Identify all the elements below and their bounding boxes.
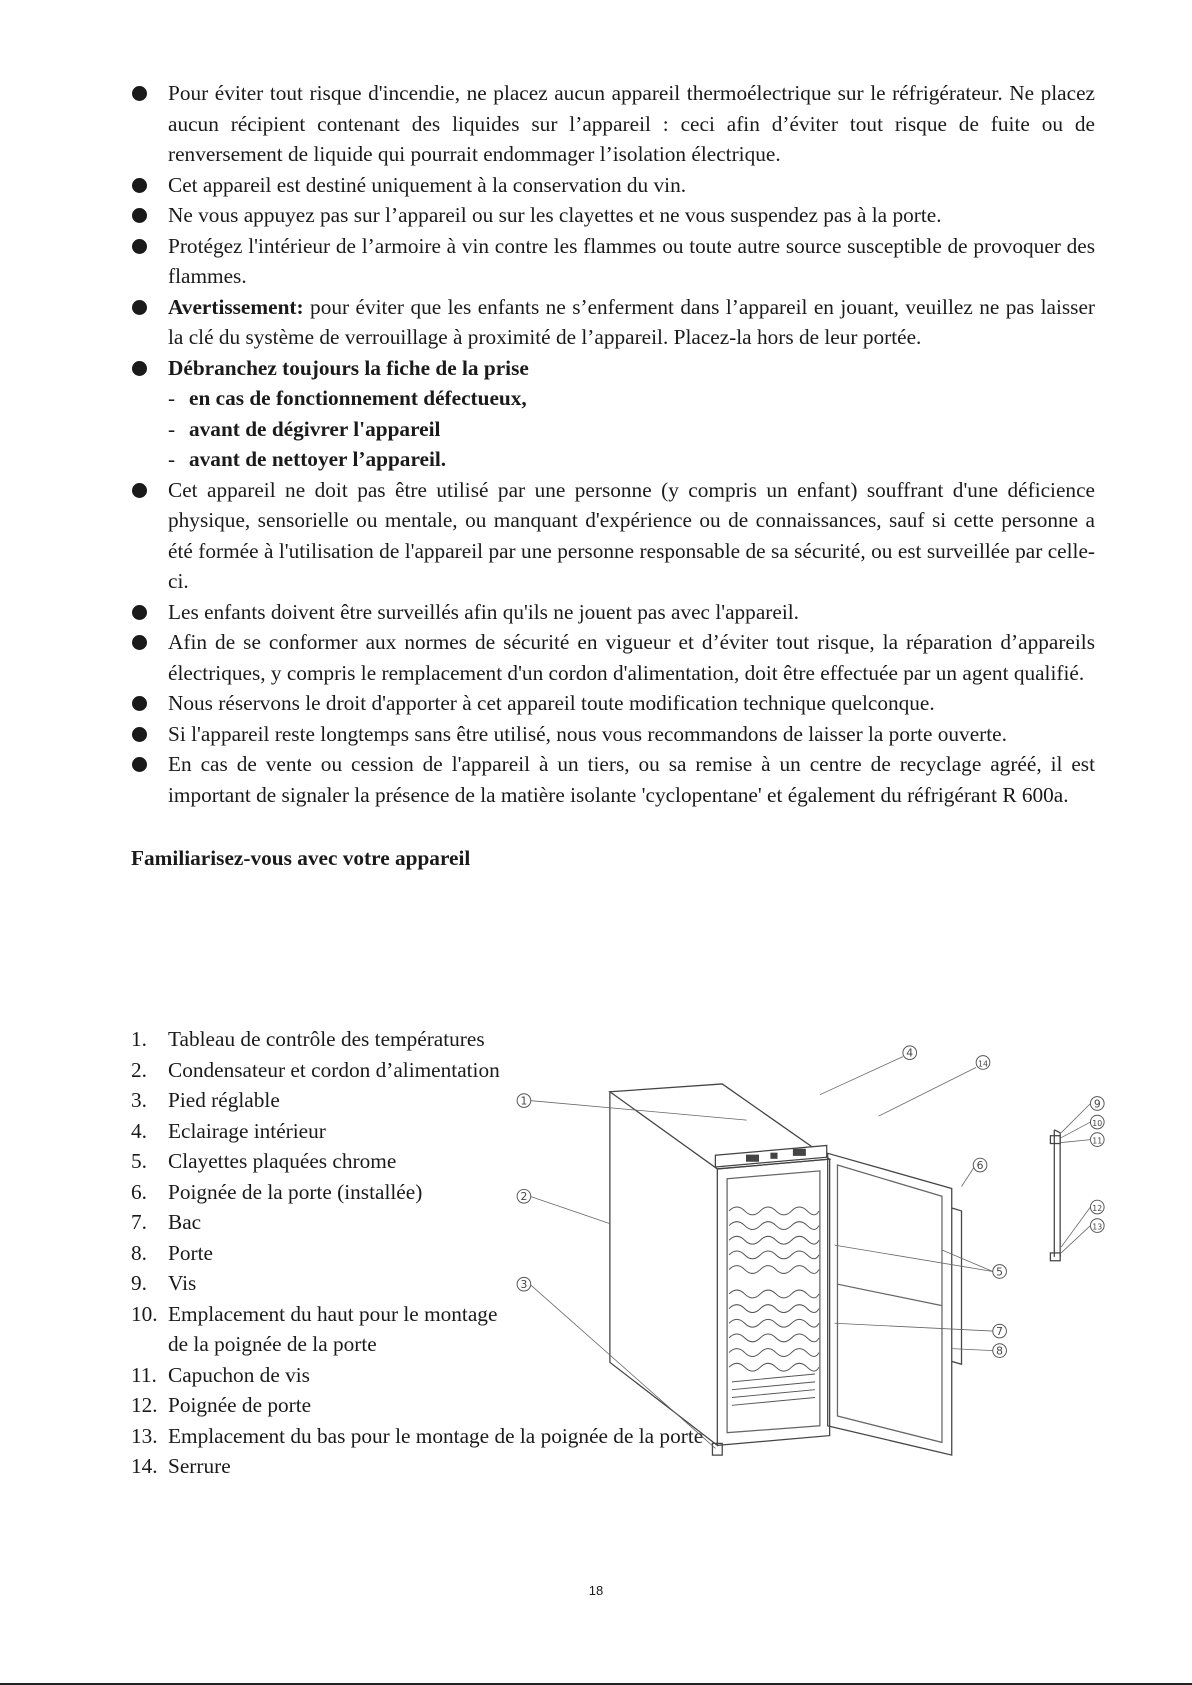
part-item: 3. Pied réglable (131, 1088, 280, 1112)
bullet-dot-icon (132, 635, 147, 650)
cabinet-side (610, 1092, 717, 1446)
separate-handle (1054, 1130, 1060, 1257)
callout-14: 14 (978, 1059, 988, 1069)
bullet-dot-icon (132, 605, 147, 620)
bullet-item (131, 353, 1095, 475)
bullet-item: Nous réservons le droit d'apporter à cet appareil toute modification technique quelconque. (131, 688, 1095, 719)
part-item: 7. Bac (131, 1210, 202, 1234)
part-item: 14. Serrure (131, 1454, 231, 1478)
callout-10: 10 (1092, 1118, 1103, 1128)
bullet-dot-icon (132, 727, 147, 742)
bullet-dot-icon (132, 178, 147, 193)
bullet-item: Si l'appareil reste longtemps sans être utilisé, nous vous recommandons de laisser la porte ouverte. (131, 719, 1095, 750)
bullet-item: En cas de vente ou cession de l'appareil à un tiers, ou sa remise à un centre de recyclage agréé, il est important de signaler la présence de la matière isolante 'cyclopentane' et également du réfrigérant R 600a. (131, 749, 1095, 810)
bullet-item: Protégez l'intérieur de l’armoire à vin contre les flammes ou toute autre source susceptible de provoquer des flammes. (131, 231, 1095, 292)
callout-4: 4 (906, 1046, 914, 1060)
part-item: 6. Poignée de la porte (installée) (131, 1179, 423, 1204)
part-item: 2. Condensateur et cordon d’alimentation (131, 1057, 500, 1082)
bullet-item: Les enfants doivent être surveillés afin qu'ils ne jouent pas avec l'appareil. (131, 597, 1095, 628)
bullet-item: Afin de se conformer aux normes de sécurité en vigueur et d’éviter tout risque, la réparation d’appareils électriques, y compris le remplacement d'un cordon d'alimentation, doit être effectuée par un agent qualifié. (131, 627, 1095, 688)
part-item: 5. Clayettes plaquées chrome (131, 1149, 397, 1173)
part-item: 11. Capuchon de vis (131, 1362, 310, 1387)
callout-2: 2 (520, 1190, 528, 1204)
wine-cabinet-diagram (505, 1040, 1125, 1460)
callout-5: 5 (996, 1265, 1004, 1279)
bullet-dot-icon (132, 208, 147, 223)
callout-6: 6 (976, 1158, 984, 1172)
callout-1: 1 (520, 1094, 528, 1108)
sub-item: - avant de nettoyer l’appareil. (168, 447, 447, 471)
door-handle (952, 1208, 962, 1364)
bullet-dot-icon (132, 757, 147, 772)
part-item: 8. Porte (131, 1240, 213, 1265)
bullet-dot-icon (132, 696, 147, 711)
sub-item: - avant de dégivrer l'appareil (168, 416, 441, 441)
callout-7: 7 (996, 1324, 1004, 1338)
warning-lead: Avertissement: (168, 294, 304, 319)
bullet-item: Pour éviter tout risque d'incendie, ne placez aucun appareil thermoélectrique sur le réfrigérateur. Ne placez aucun récipient contenant des liquides sur l’appareil : ceci afin d’éviter tout risque de fuite ou de renversement de liquide qui pourrait endommager l’isolation électrique. (131, 78, 1095, 170)
page-number: 18 (588, 1583, 604, 1598)
part-item: 9. Vis (131, 1271, 197, 1295)
part-item: 10. Emplacement du haut pour le montage de la poignée de la porte (131, 1301, 498, 1356)
sub-item: - en cas de fonctionnement défectueux, (168, 386, 527, 410)
safety-text (131, 78, 1095, 873)
bullet-dot-icon (132, 86, 147, 101)
safety-bullet-list (131, 78, 1095, 810)
bullet-item: Avertissement: pour éviter que les enfants ne s’enferment dans l’appareil en jouant, veuillez ne pas laisser la clé du système de verrouillage à proximité de l’appareil. Placez-la hors de leur portée. (131, 292, 1095, 353)
callout-12: 12 (1092, 1203, 1103, 1213)
bullet-item: Cet appareil est destiné uniquement à la conservation du vin. (131, 170, 1095, 201)
part-item: 13. Emplacement du bas pour le montage de la poignée de la porte (131, 1423, 704, 1448)
callout-8: 8 (996, 1344, 1004, 1358)
part-item: 4. Eclairage intérieur (131, 1118, 326, 1143)
callout-9: 9 (1093, 1097, 1101, 1111)
bullet-item: Cet appareil ne doit pas être utilisé par une personne (y compris un enfant) souffrant d'une déficience physique, sensorielle ou mentale, ou manquant d'expérience ou de connaissances, sauf si cette personne a été formée à l'utilisation de l'appareil par une personne responsable de sa sécurité, ou est surveillée par celle-ci. (131, 475, 1095, 597)
section-title: Familiarisez-vous avec votre appareil (131, 846, 471, 870)
part-item: 1. Tableau de contrôle des températures (131, 1027, 485, 1051)
part-item: 12. Poignée de porte (131, 1393, 312, 1417)
bullet-dot-icon (132, 239, 147, 254)
bullet-dot-icon (132, 361, 147, 376)
callout-13: 13 (1092, 1222, 1103, 1232)
bullet-dot-icon (132, 483, 147, 498)
callout-3: 3 (520, 1278, 528, 1292)
unplug-lead: Débranchez toujours la fiche de la prise (168, 355, 529, 380)
bullet-item: Ne vous appuyez pas sur l’appareil ou sur les clayettes et ne vous suspendez pas à la porte. (131, 200, 1095, 231)
bullet-dot-icon (132, 300, 147, 315)
callout-11: 11 (1092, 1136, 1103, 1146)
cabinet-front (717, 1159, 829, 1445)
